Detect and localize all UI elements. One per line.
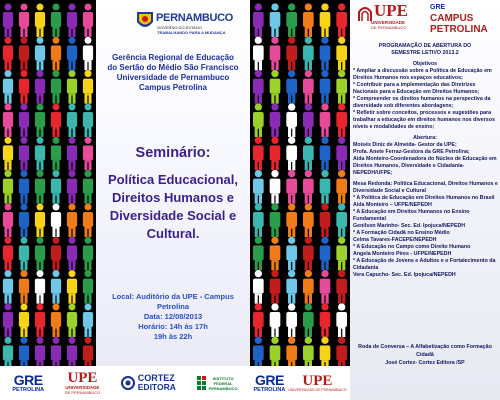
- conversation-circle: [350, 343, 500, 367]
- person-figure: [3, 270, 13, 304]
- person-figure: [320, 303, 331, 337]
- upe-logo-sub1: UNIVERSIDADE: [65, 385, 100, 390]
- roundtable-item: Vera Capucho- Sec. Ed. Ipojuca/NEPEDH: [353, 272, 456, 278]
- person-figure: [19, 237, 29, 271]
- program-body: [350, 43, 500, 279]
- person-figure: [83, 3, 93, 37]
- gre-logo-sub: PETROLINA: [12, 386, 45, 393]
- person-figure: [35, 37, 45, 71]
- person-figure: [35, 70, 45, 104]
- person-figure: [336, 170, 347, 204]
- header-line: Campus Petrolina: [138, 83, 207, 92]
- person-figure: [286, 37, 297, 71]
- people-pattern-left: [0, 0, 96, 400]
- person-figure: [3, 103, 13, 137]
- person-figure: [51, 3, 61, 37]
- person-figure: [270, 137, 281, 171]
- person-figure: [51, 270, 61, 304]
- person-figure: [67, 170, 77, 204]
- conversation-speaker: José Cortez- Cortez Editora /SP: [385, 360, 465, 366]
- person-figure: [35, 303, 45, 337]
- person-figure: [286, 103, 297, 137]
- person-figure: [303, 103, 314, 137]
- person-figure: [51, 103, 61, 137]
- person-figure: [67, 270, 77, 304]
- event-location: Local: Auditório da UPE - Campus Petrolina: [112, 292, 234, 311]
- person-figure: [286, 3, 297, 37]
- seminar-subtitle-line: Cultural.: [146, 226, 200, 241]
- person-figure: [320, 270, 331, 304]
- ifpe-text2: FEDERAL: [213, 380, 233, 386]
- people-figures-left: [0, 0, 96, 400]
- sponsor-logo-strip: [0, 366, 250, 400]
- person-figure: [67, 303, 77, 337]
- cortez-logo: [121, 368, 176, 398]
- seminar-subtitle-line: Diversidade Social e: [109, 208, 237, 223]
- person-figure: [286, 270, 297, 304]
- person-figure: [3, 3, 13, 37]
- header-line: Gerência Regional de Educação: [112, 53, 234, 62]
- program-footer-logos: [250, 366, 350, 400]
- program-footer-gre-logo: [254, 368, 286, 398]
- seminar-title: Seminário:: [135, 145, 211, 161]
- program-title: PROGRAMAÇÃO DE ABERTURA DO: [378, 43, 472, 49]
- person-figure: [320, 103, 331, 137]
- person-figure: [336, 237, 347, 271]
- person-figure: [3, 137, 13, 171]
- seminar-subtitle-line: Direitos Humanos e: [111, 190, 235, 205]
- upe-logo-text: UPE: [67, 370, 98, 386]
- roundtable-title: Mesa Redonda: Política Educacional, Direitos Humanos e Diversidade Social e Cultural: [353, 181, 498, 194]
- person-figure: [35, 3, 45, 37]
- roundtable-item: * A Formação Cidadã no Ensino Médio: [353, 230, 450, 236]
- person-figure: [253, 103, 264, 137]
- roundtable-item: * A Educação de Jovens e Adultos e o Fortalecimento da Cidadania: [353, 258, 496, 271]
- person-figure: [336, 203, 347, 237]
- person-figure: [19, 170, 29, 204]
- person-figure: [51, 170, 61, 204]
- ifpe-emblem-icon: [197, 376, 207, 390]
- cortez-logo-text: CORTEZ: [137, 373, 175, 383]
- event-time-afternoon: Horário: 14h às 17h: [138, 322, 208, 331]
- cortez-swirl-icon: [121, 376, 135, 390]
- person-figure: [35, 203, 45, 237]
- program-footer-upe-text: UPE: [302, 372, 333, 389]
- program-gre-label: GRE: [430, 4, 446, 11]
- person-figure: [303, 170, 314, 204]
- person-figure: [67, 203, 77, 237]
- program-upe-sub1: UNIVERSIDADE: [371, 20, 406, 25]
- objectives-heading: Objetivos: [412, 61, 438, 67]
- opening-item: Moisés Diniz de Almeida- Gestor da UPE;: [353, 142, 457, 148]
- person-figure: [83, 170, 93, 204]
- person-figure: [270, 70, 281, 104]
- roundtable-item: Celma Tavares-FACEPE/NEPEDH: [353, 237, 437, 243]
- opening-heading: Abertura:: [413, 135, 437, 141]
- person-figure: [67, 70, 77, 104]
- person-figure: [270, 303, 281, 337]
- person-figure: [270, 37, 281, 71]
- program-upe-logo-text: UPE: [374, 1, 408, 20]
- person-figure: [3, 170, 13, 204]
- program-footer-gre-sub: PETROLINA: [253, 386, 286, 393]
- opening-item: Aida Monteiro-Coordenadora do Núcleo de Educação em Direitos Humanos, Diversidade e Cidadania-NEPEDH/UFPE;: [353, 156, 497, 176]
- person-figure: [35, 237, 45, 271]
- person-figure: [51, 203, 61, 237]
- person-figure: [3, 203, 13, 237]
- person-figure: [67, 103, 77, 137]
- person-figure: [336, 270, 347, 304]
- person-figure: [19, 70, 29, 104]
- person-figure: [303, 203, 314, 237]
- program-subtitle: SEMESTRE LETIVO 2013.2: [391, 50, 459, 56]
- person-figure: [286, 70, 297, 104]
- roundtable-item: * A Educação em Direitos Humanos no Ensino Fundamental: [353, 209, 470, 222]
- people-figures-right: [250, 0, 350, 400]
- ifpe-text3: PERNAMBUCO: [208, 385, 238, 391]
- person-figure: [320, 237, 331, 271]
- person-figure: [35, 170, 45, 204]
- organizer-header: [96, 53, 250, 93]
- seminar-subtitle: [96, 171, 250, 243]
- person-figure: [336, 103, 347, 137]
- person-figure: [19, 137, 29, 171]
- person-figure: [270, 203, 281, 237]
- person-figure: [270, 103, 281, 137]
- person-figure: [83, 203, 93, 237]
- person-figure: [270, 3, 281, 37]
- person-figure: [19, 3, 29, 37]
- header-line: do Sertão do Médio São Francisco: [107, 63, 239, 72]
- person-figure: [320, 37, 331, 71]
- person-figure: [3, 70, 13, 104]
- opening-item: Profa. Anete Ferraz-Gestora da GRE Petrolina;: [353, 149, 470, 155]
- person-figure: [336, 70, 347, 104]
- header-line: Universidade de Pernambuco: [116, 73, 230, 82]
- person-figure: [253, 3, 264, 37]
- person-figure: [51, 70, 61, 104]
- person-figure: [253, 270, 264, 304]
- person-figure: [303, 303, 314, 337]
- person-figure: [336, 137, 347, 171]
- person-figure: [19, 103, 29, 137]
- roundtable-item: Genilson Marinho- Sec. Ed. Ipojuca/NEPEDH: [353, 223, 466, 229]
- person-figure: [83, 270, 93, 304]
- program-footer-upe-sub: UNIVERSIDADE DE PERNAMBUCO: [288, 387, 347, 392]
- person-figure: [3, 303, 13, 337]
- person-figure: [303, 237, 314, 271]
- person-figure: [253, 303, 264, 337]
- upe-logo: [65, 368, 100, 398]
- person-figure: [336, 3, 347, 37]
- person-figure: [3, 37, 13, 71]
- person-figure: [67, 3, 77, 37]
- person-figure: [286, 137, 297, 171]
- person-figure: [253, 170, 264, 204]
- person-figure: [253, 37, 264, 71]
- person-figure: [35, 103, 45, 137]
- gre-logo: [12, 368, 44, 398]
- person-figure: [51, 37, 61, 71]
- roundtable-item: Angela Monteiro Pires - UFPE/NEPEDH: [353, 251, 452, 257]
- person-figure: [83, 137, 93, 171]
- person-figure: [303, 137, 314, 171]
- program-footer-upe-logo: [288, 368, 346, 398]
- person-figure: [303, 270, 314, 304]
- pernambuco-tagline: TRABALHANDO PARA A MUDANÇA: [157, 30, 226, 35]
- objective-item: * Contribuir para a implementação das Diretrizes Nacionais para a Educação em Direitos Humanos;: [353, 82, 480, 95]
- person-figure: [286, 303, 297, 337]
- person-figure: [320, 70, 331, 104]
- pernambuco-emblem-icon: [135, 10, 155, 32]
- roundtable-item: * A Política de Educação em Direitos Humanos no Brasil: [353, 195, 495, 201]
- person-figure: [286, 203, 297, 237]
- person-figure: [253, 137, 264, 171]
- person-figure: [19, 37, 29, 71]
- seminar-subtitle-line: Política Educacional,: [107, 172, 239, 187]
- cortez-logo-sub: EDITORA: [137, 382, 176, 392]
- person-figure: [51, 137, 61, 171]
- conversation-title: Roda de Conversa – A Alfabetização como Formação Cidadã: [358, 344, 492, 358]
- person-figure: [67, 237, 77, 271]
- person-figure: [83, 237, 93, 271]
- person-figure: [303, 3, 314, 37]
- person-figure: [67, 137, 77, 171]
- person-figure: [253, 203, 264, 237]
- person-figure: [19, 303, 29, 337]
- upe-arch-icon: [358, 6, 372, 22]
- pernambuco-subtitle: GOVERNO DO ESTADO: [157, 25, 202, 30]
- person-figure: [320, 137, 331, 171]
- person-figure: [336, 303, 347, 337]
- ifpe-logo: [197, 368, 238, 398]
- event-info: [96, 292, 250, 342]
- person-figure: [83, 103, 93, 137]
- person-figure: [320, 170, 331, 204]
- person-figure: [83, 70, 93, 104]
- right-program-page: [250, 0, 500, 400]
- person-figure: [320, 203, 331, 237]
- person-figure: [270, 237, 281, 271]
- person-figure: [336, 37, 347, 71]
- gre-logo-text: GRE: [13, 371, 43, 388]
- person-figure: [35, 270, 45, 304]
- objective-item: * Ampliar a discussão sobre a Política de Educação em Direitos Humanos nos espaços educativos;: [353, 68, 492, 81]
- person-figure: [51, 237, 61, 271]
- person-figure: [67, 37, 77, 71]
- event-date: Data: 12/08/2013: [143, 312, 203, 321]
- objective-item: * Compreender os direitos humanos na perspectiva da diversidade sob diferentes abordagens;: [353, 96, 491, 109]
- person-figure: [303, 37, 314, 71]
- person-figure: [303, 70, 314, 104]
- person-figure: [83, 303, 93, 337]
- person-figure: [286, 237, 297, 271]
- person-figure: [19, 203, 29, 237]
- person-figure: [51, 303, 61, 337]
- ifpe-text1: INSTITUTO: [212, 375, 234, 381]
- person-figure: [253, 70, 264, 104]
- pernambuco-title: PERNAMBUCO: [156, 12, 234, 24]
- roundtable-item: Aida Monteiro – UFPE/NEPEDH: [353, 202, 432, 208]
- upe-logo-sub2: DE PERNAMBUCO: [64, 390, 101, 395]
- person-figure: [83, 37, 93, 71]
- person-figure: [3, 237, 13, 271]
- roundtable-item: * A Educação no Campo como Direito Humano: [353, 244, 471, 250]
- person-figure: [320, 3, 331, 37]
- program-header-logos: [350, 0, 500, 40]
- people-pattern-right: [250, 0, 350, 400]
- program-footer-gre-text: GRE: [254, 371, 284, 388]
- person-figure: [253, 237, 264, 271]
- event-time-evening: 19h às 22h: [153, 332, 193, 341]
- objective-item: * Refletir sobre conceitos, processos e sugestões para trabalhar a educação em direitos humanos nos diversos níveis e modalidades de ensino;: [353, 110, 495, 130]
- person-figure: [35, 137, 45, 171]
- person-figure: [19, 270, 29, 304]
- program-upe-sub2: DE PERNAMBUCO: [371, 25, 407, 30]
- program-campus-label: CAMPUS PETROLINA: [430, 13, 488, 35]
- person-figure: [270, 270, 281, 304]
- person-figure: [286, 170, 297, 204]
- person-figure: [270, 170, 281, 204]
